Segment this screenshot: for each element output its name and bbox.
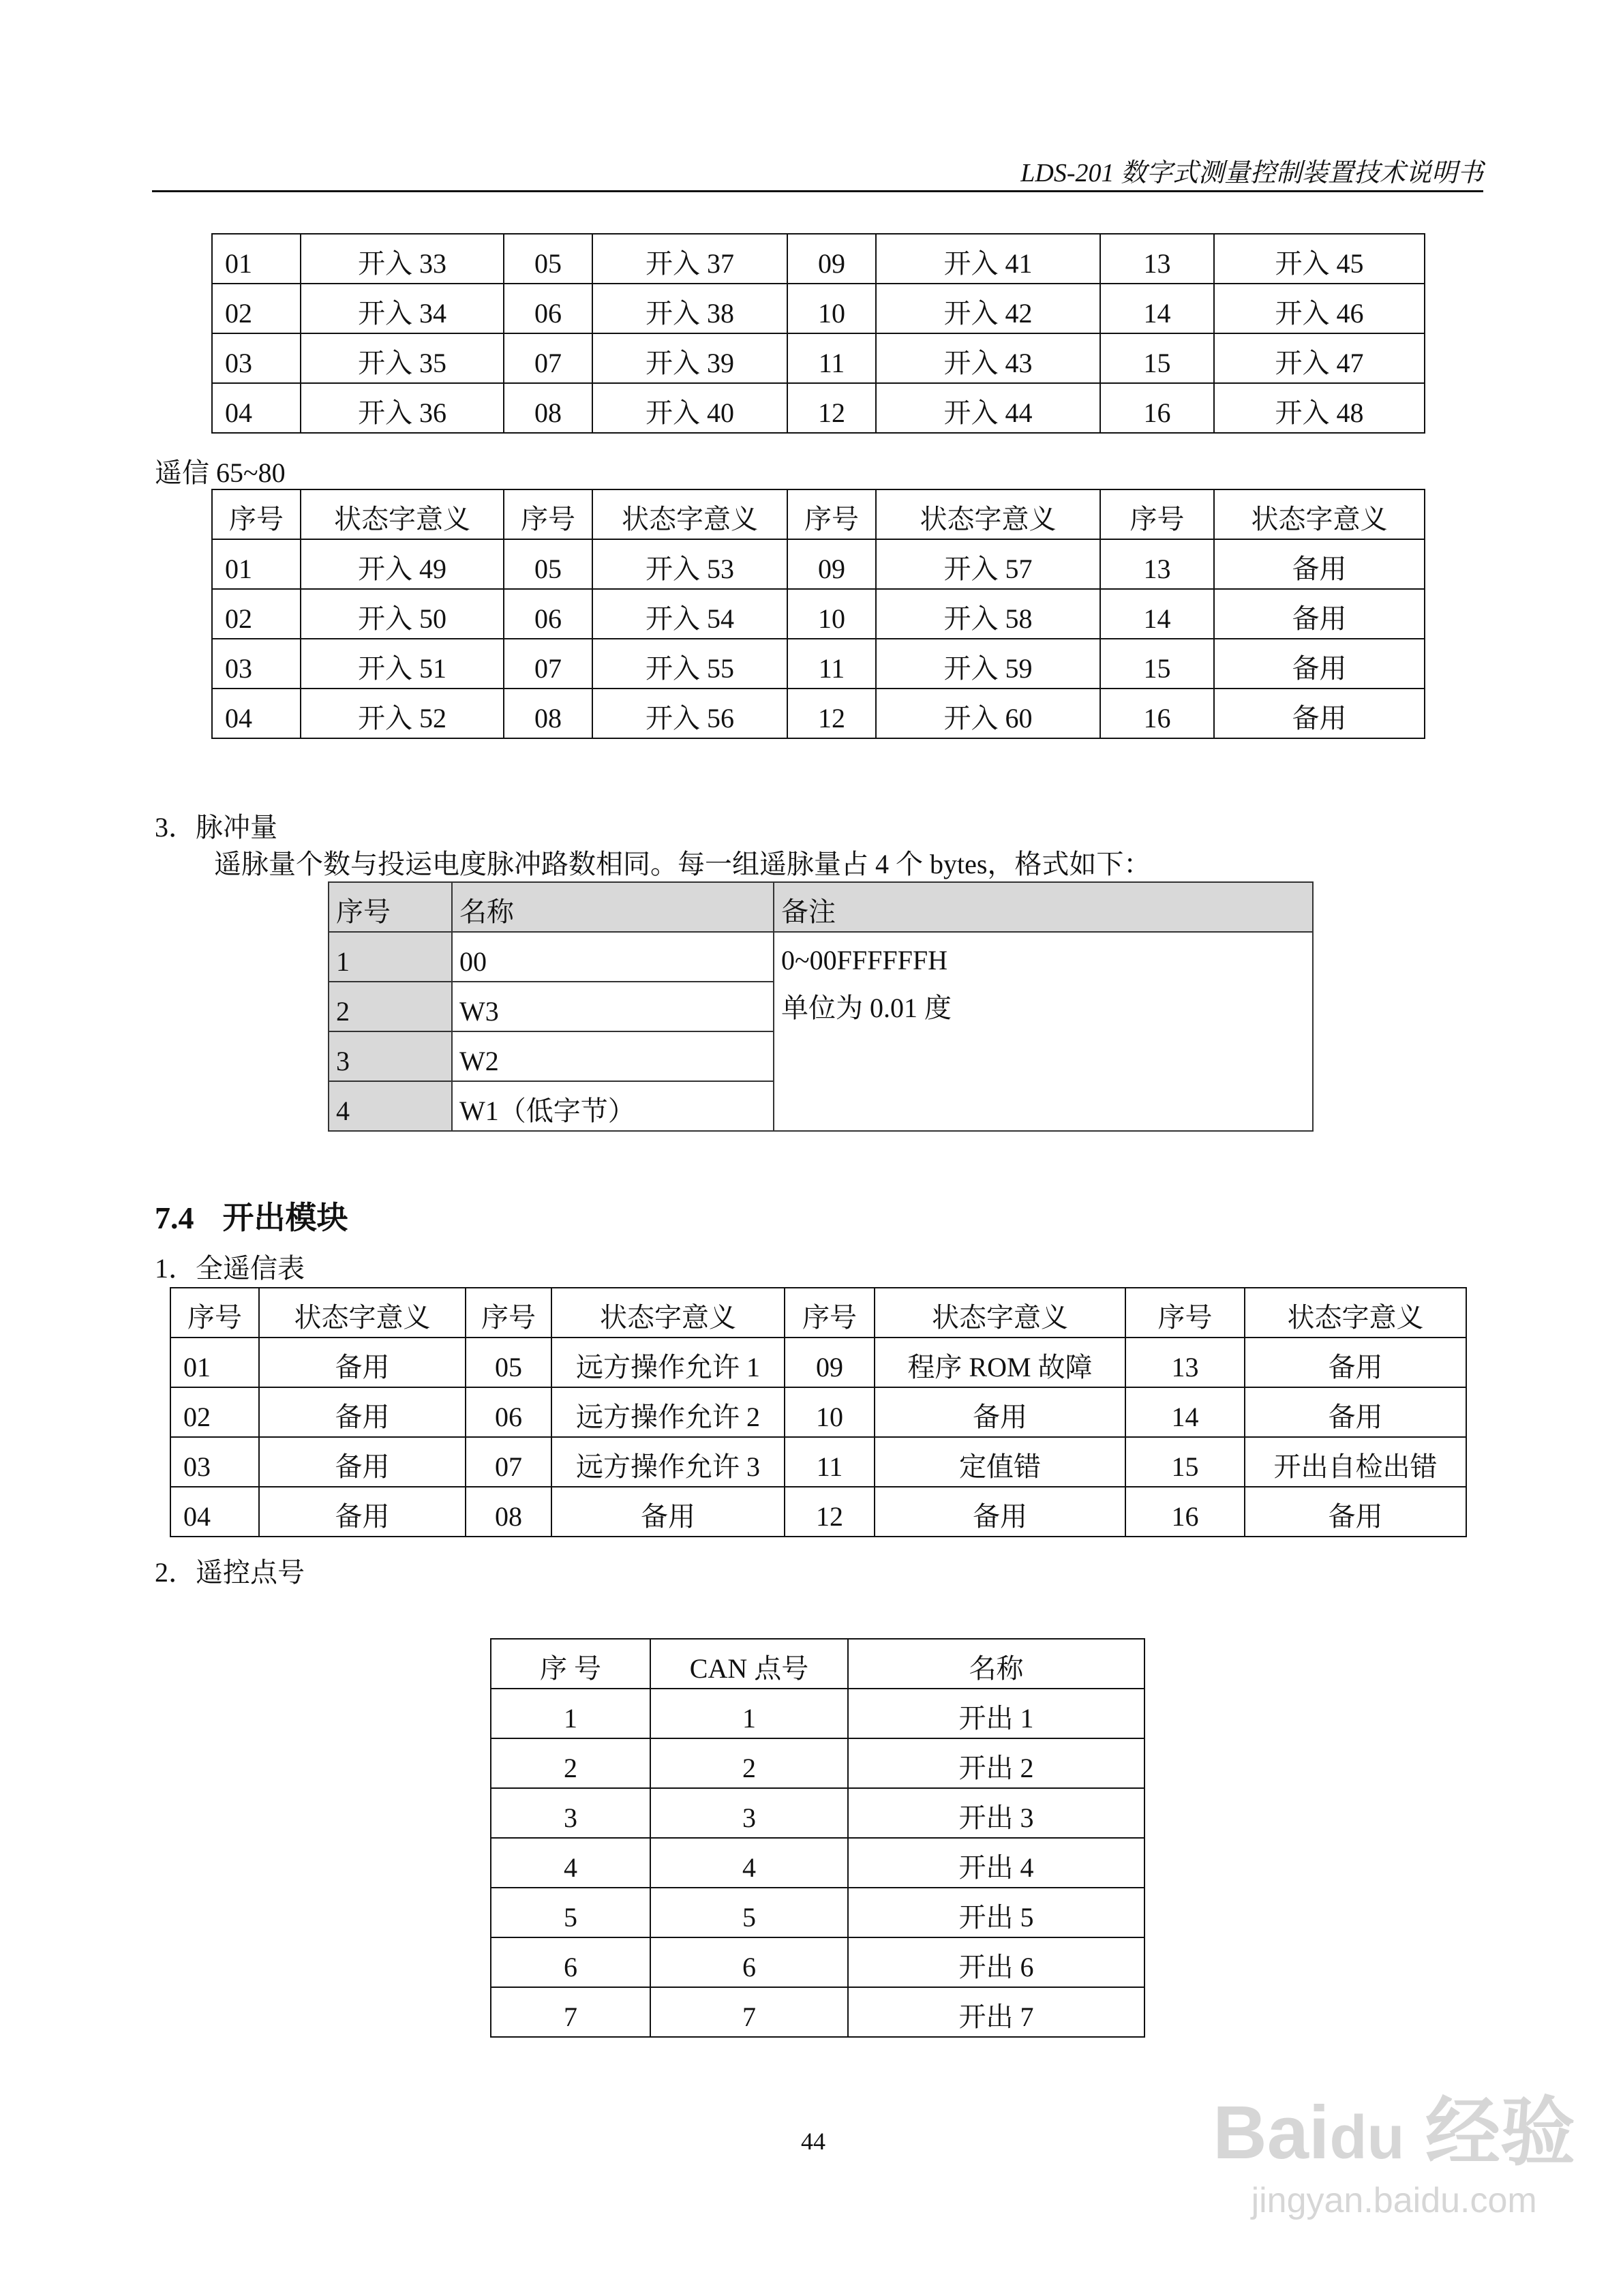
table-row [491, 1937, 1144, 1987]
cell: 备用 [1245, 1338, 1466, 1387]
header-cell: 名称 [452, 882, 774, 932]
index-cell: 01 [212, 539, 301, 589]
index-cell: 08 [504, 689, 592, 738]
cell: 开出 4 [848, 1838, 1144, 1888]
index-cell: 06 [504, 284, 592, 333]
cell: 1 [491, 1689, 650, 1738]
index-cell: 01 [212, 234, 301, 284]
header-cell: 序号 [1125, 1288, 1245, 1338]
cell: 开入 59 [876, 639, 1100, 689]
remote-signal-table-65-80 [211, 489, 1425, 739]
baidu-watermark [1213, 2072, 1575, 2221]
cell: 定值错 [875, 1437, 1125, 1487]
cell: 备用 [875, 1387, 1125, 1437]
label-remote-signal-65-80: 遥信 65~80 [155, 457, 286, 488]
table-header-row [491, 1639, 1144, 1689]
cell: 备用 [1214, 689, 1425, 738]
pulse-format-table [328, 881, 1314, 1132]
cell: 开入 57 [876, 539, 1100, 589]
cell: 开入 60 [876, 689, 1100, 738]
cell: 开入 44 [876, 383, 1100, 433]
output-signal-table [170, 1287, 1467, 1537]
cell: 开出 2 [848, 1738, 1144, 1788]
table-row [329, 932, 1313, 982]
table-header-row [170, 1288, 1466, 1338]
index-cell: 09 [787, 539, 876, 589]
table-row [491, 1987, 1144, 2037]
table-header-row [212, 489, 1425, 539]
table-row [170, 1437, 1466, 1487]
cell: 程序 ROM 故障 [875, 1338, 1125, 1387]
header-cell: 序号 [785, 1288, 875, 1338]
header-cell: 序号 [329, 882, 452, 932]
cell: 3 [329, 1031, 452, 1081]
header-cell: 状态字意义 [1245, 1288, 1466, 1338]
index-cell: 08 [466, 1487, 551, 1537]
cell: 备用 [551, 1487, 785, 1537]
index-cell: 05 [504, 234, 592, 284]
cell: 开入 58 [876, 589, 1100, 639]
index-cell: 09 [787, 234, 876, 284]
index-cell: 10 [785, 1387, 875, 1437]
cell: 开入 45 [1214, 234, 1425, 284]
index-cell: 02 [170, 1387, 259, 1437]
cell: 开出 6 [848, 1937, 1144, 1987]
cell: 开入 35 [301, 333, 504, 383]
cell: 开入 39 [592, 333, 787, 383]
header-cell: 序号 [212, 489, 301, 539]
cell: 3 [650, 1788, 848, 1838]
header-rule [152, 190, 1483, 192]
table-header-row [329, 882, 1313, 932]
cell: 4 [329, 1081, 452, 1131]
cell: 4 [650, 1838, 848, 1888]
table-row [170, 1487, 1466, 1537]
cell: 开入 47 [1214, 333, 1425, 383]
index-cell: 14 [1100, 284, 1214, 333]
remote-signal-table-33-48 [211, 233, 1425, 434]
cell: 2 [329, 982, 452, 1031]
index-cell: 03 [212, 639, 301, 689]
page-number: 44 [801, 2128, 825, 2155]
cell: W3 [452, 982, 774, 1031]
cell: 开入 50 [301, 589, 504, 639]
index-cell: 15 [1100, 333, 1214, 383]
table-row [491, 1689, 1144, 1738]
index-cell: 04 [170, 1487, 259, 1537]
note-line: 单位为 0.01 度 [781, 993, 952, 1023]
index-cell: 05 [504, 539, 592, 589]
index-cell: 02 [212, 589, 301, 639]
cell: 5 [491, 1888, 650, 1937]
index-cell: 13 [1100, 234, 1214, 284]
header-cell: 状态字意义 [259, 1288, 466, 1338]
cell: 开入 53 [592, 539, 787, 589]
cell: 开入 37 [592, 234, 787, 284]
cell: 开入 56 [592, 689, 787, 738]
table-row [212, 234, 1425, 284]
cell: W1（低字节） [452, 1081, 774, 1131]
index-cell: 07 [504, 639, 592, 689]
index-cell: 11 [787, 333, 876, 383]
cell: 开入 54 [592, 589, 787, 639]
cell: 开入 38 [592, 284, 787, 333]
running-header: LDS-201 数字式测量控制装置技术说明书 [1020, 159, 1483, 187]
header-cell: 序 号 [491, 1639, 650, 1689]
cell: 1 [329, 932, 452, 982]
index-cell: 12 [787, 689, 876, 738]
index-cell: 06 [466, 1387, 551, 1437]
cell: 4 [491, 1838, 650, 1888]
index-cell: 15 [1125, 1437, 1245, 1487]
cell: W2 [452, 1031, 774, 1081]
cell: 开入 49 [301, 539, 504, 589]
subsection-title: 1．全遥信表 [155, 1253, 305, 1284]
header-cell: 状态字意义 [1214, 489, 1425, 539]
header-cell: 序号 [1100, 489, 1214, 539]
section-heading [155, 1193, 348, 1238]
header-cell: 状态字意义 [551, 1288, 785, 1338]
cell: 开入 33 [301, 234, 504, 284]
cell: 00 [452, 932, 774, 982]
table-row [212, 689, 1425, 738]
index-cell: 12 [787, 383, 876, 433]
index-cell: 10 [787, 284, 876, 333]
cell: 远方操作允许 3 [551, 1437, 785, 1487]
cell: 开入 40 [592, 383, 787, 433]
table-row [212, 589, 1425, 639]
cell: 备用 [1245, 1387, 1466, 1437]
cell: 开入 48 [1214, 383, 1425, 433]
cell: 2 [650, 1738, 848, 1788]
header-cell: 状态字意义 [875, 1288, 1125, 1338]
cell: 开入 46 [1214, 284, 1425, 333]
cell: 7 [491, 1987, 650, 2037]
table-row [491, 1738, 1144, 1788]
cell: 备用 [1214, 589, 1425, 639]
table-row [212, 284, 1425, 333]
cell: 1 [650, 1689, 848, 1738]
cell: 远方操作允许 2 [551, 1387, 785, 1437]
table-row [170, 1387, 1466, 1437]
cell: 6 [491, 1937, 650, 1987]
cell: 开入 52 [301, 689, 504, 738]
header-cell: 名称 [848, 1639, 1144, 1689]
remote-control-table [490, 1638, 1145, 2038]
table-row [491, 1888, 1144, 1937]
cell: 5 [650, 1888, 848, 1937]
index-cell: 02 [212, 284, 301, 333]
index-cell: 05 [466, 1338, 551, 1387]
index-cell: 16 [1125, 1487, 1245, 1537]
baidu-logo: Baidu 经验 [1213, 2091, 1575, 2175]
index-cell: 04 [212, 689, 301, 738]
cell: 开入 34 [301, 284, 504, 333]
header-cell: 序号 [170, 1288, 259, 1338]
header-cell: 状态字意义 [876, 489, 1100, 539]
cell: 备用 [875, 1487, 1125, 1537]
index-cell: 14 [1125, 1387, 1245, 1437]
header-cell: CAN 点号 [650, 1639, 848, 1689]
index-cell: 11 [787, 639, 876, 689]
cell: 开入 55 [592, 639, 787, 689]
index-cell: 14 [1100, 589, 1214, 639]
cell: 开入 51 [301, 639, 504, 689]
cell: 开入 36 [301, 383, 504, 433]
header-cell: 状态字意义 [301, 489, 504, 539]
cell: 备用 [1214, 539, 1425, 589]
cell: 远方操作允许 1 [551, 1338, 785, 1387]
index-cell: 08 [504, 383, 592, 433]
cell: 开出 1 [848, 1689, 1144, 1738]
table-row [491, 1838, 1144, 1888]
index-cell: 03 [170, 1437, 259, 1487]
cell: 7 [650, 1987, 848, 2037]
index-cell: 03 [212, 333, 301, 383]
table-row [212, 639, 1425, 689]
cell: 备用 [259, 1387, 466, 1437]
header-cell: 序号 [504, 489, 592, 539]
index-cell: 07 [504, 333, 592, 383]
header-cell: 备注 [774, 882, 1313, 932]
index-cell: 16 [1100, 383, 1214, 433]
index-cell: 06 [504, 589, 592, 639]
index-cell: 10 [787, 589, 876, 639]
index-cell: 13 [1100, 539, 1214, 589]
watermark-url: jingyan.baidu.com [1251, 2181, 1537, 2220]
section-number: 7.4 [155, 1200, 194, 1235]
cell: 开入 43 [876, 333, 1100, 383]
cell: 开出 3 [848, 1788, 1144, 1838]
index-cell: 07 [466, 1437, 551, 1487]
index-cell: 13 [1125, 1338, 1245, 1387]
header-cell: 序号 [466, 1288, 551, 1338]
subsection-title: 2．遥控点号 [155, 1557, 305, 1588]
cell: 备用 [1245, 1487, 1466, 1537]
cell: 3 [491, 1788, 650, 1838]
cell: 2 [491, 1738, 650, 1788]
cell: 开出 5 [848, 1888, 1144, 1937]
cell: 备用 [1214, 639, 1425, 689]
index-cell: 16 [1100, 689, 1214, 738]
index-cell: 15 [1100, 639, 1214, 689]
table-row [491, 1788, 1144, 1838]
cell: 开入 42 [876, 284, 1100, 333]
table-row [212, 383, 1425, 433]
note-cell [774, 932, 1313, 1131]
section-title: 开出模块 [222, 1200, 348, 1235]
header-cell: 状态字意义 [592, 489, 787, 539]
cell: 备用 [259, 1437, 466, 1487]
cell: 6 [650, 1937, 848, 1987]
note-line: 0~00FFFFFFH [781, 945, 948, 976]
cell: 备用 [259, 1338, 466, 1387]
table-row [212, 333, 1425, 383]
section-pulse-paragraph: 遥脉量个数与投运电度脉冲路数相同。每一组遥脉量占 4 个 bytes，格式如下： [214, 849, 1151, 879]
cell: 开出 7 [848, 1987, 1144, 2037]
cell: 备用 [259, 1487, 466, 1537]
header-cell: 序号 [787, 489, 876, 539]
index-cell: 12 [785, 1487, 875, 1537]
index-cell: 09 [785, 1338, 875, 1387]
cell: 开入 41 [876, 234, 1100, 284]
index-cell: 11 [785, 1437, 875, 1487]
table-row [170, 1338, 1466, 1387]
section-pulse-title: 3．脉冲量 [155, 812, 277, 843]
index-cell: 04 [212, 383, 301, 433]
table-row [212, 539, 1425, 589]
cell: 开出自检出错 [1245, 1437, 1466, 1487]
index-cell: 01 [170, 1338, 259, 1387]
